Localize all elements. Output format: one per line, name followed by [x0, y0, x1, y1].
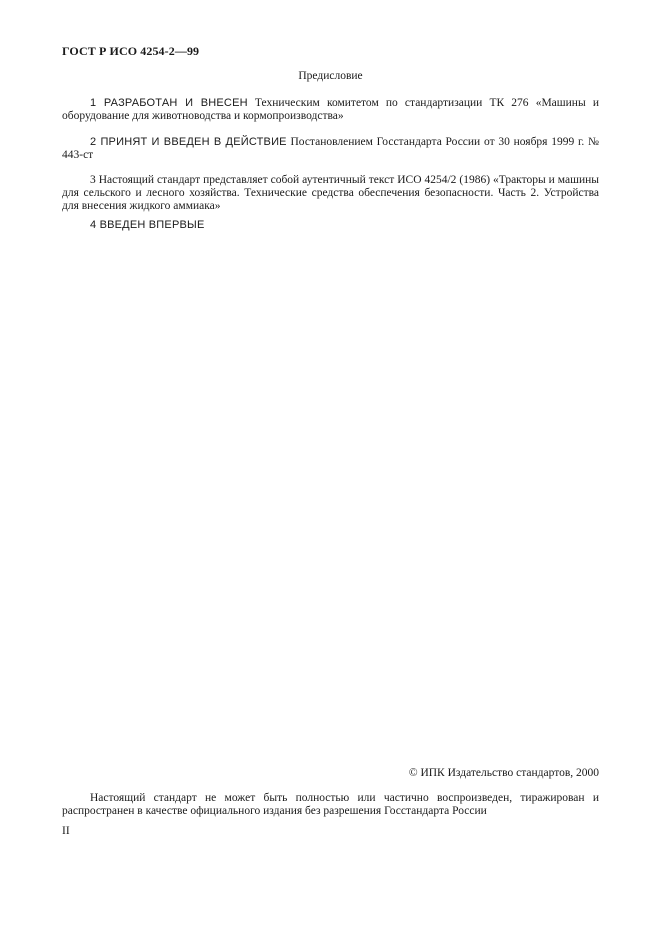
- preface-item-3: [62, 174, 599, 213]
- preface-item-4-lead: 4 ВВЕДЕН ВПЕРВЫЕ: [90, 219, 205, 231]
- preface-item-2-lead: 2 ПРИНЯТ И ВВЕДЕН В ДЕЙСТВИЕ: [90, 136, 287, 148]
- preface-item-1-lead: 1 РАЗРАБОТАН И ВНЕСЕН: [90, 97, 248, 109]
- preface-item-4: [62, 219, 599, 232]
- preface-item-2: [62, 136, 599, 162]
- preface-item-2-text: Постановлением Госстандарта России от 30 ноября 1999 г. № 443-ст: [62, 136, 600, 161]
- reproduction-notice: Настоящий стандарт не может быть полностью или частично воспроизведен, тиражирован и распространен в качестве официального издания без разрешения Госстандарта России: [62, 792, 599, 817]
- copyright-line: © ИПК Издательство стандартов, 2000: [408, 767, 599, 779]
- preface-title: Предисловие: [298, 70, 363, 82]
- document-identifier: ГОСТ Р ИСО 4254-2—99: [62, 44, 200, 58]
- preface-item-1: [62, 97, 599, 123]
- preface-item-1-text: Техническим комитетом по стандартизации ТК 276 «Машины и оборудование для животноводства и кормопроизводства»: [62, 97, 599, 122]
- preface-item-3-text: 3 Настоящий стандарт представляет собой аутентичный текст ИСО 4254/2 (1986) «Тракторы и машины для сельского и лесного хозяйства. Технические средства обеспечения безопасности. Часть 2. Устройства для внесения жидкого аммиака»: [62, 174, 599, 212]
- page-number: II: [62, 825, 70, 837]
